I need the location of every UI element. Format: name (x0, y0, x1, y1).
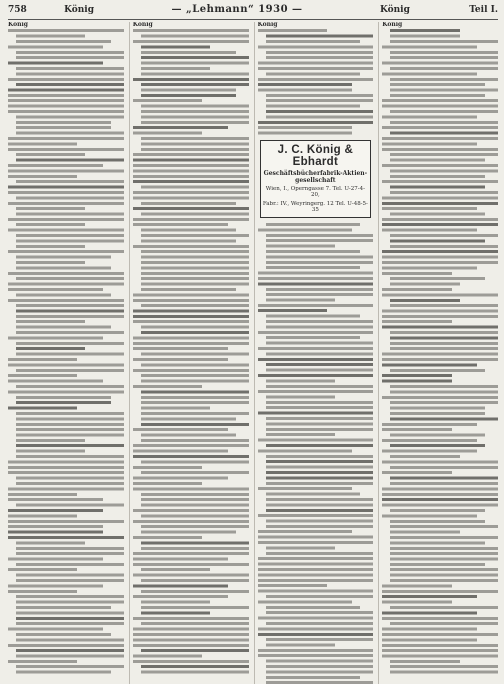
ad-address: Wien, I., Operngasse 7. Tel. U-27-4-20, (265, 185, 366, 199)
entry-line (141, 669, 249, 674)
ad-title: J. C. König & Ebhardt (277, 143, 354, 168)
page-header (8, 4, 498, 20)
entry-line (266, 680, 374, 684)
column-1 (8, 22, 124, 684)
column-4 (378, 22, 498, 684)
entry-line (390, 669, 498, 674)
advertisement-box (260, 140, 372, 218)
part-label: Teil I. (469, 5, 498, 15)
header-right-word: König (379, 5, 410, 15)
column-3 (254, 22, 374, 684)
column-first-entry: König (382, 22, 403, 28)
ad-address-2: Fabr.: IV., Weyringerg. 12 Tel. U-48-5-35 (262, 200, 368, 214)
entry-line (258, 130, 353, 135)
entry-line (16, 669, 111, 674)
header-title: — „Lehmann“ 1930 — (171, 4, 303, 15)
columns (8, 22, 498, 684)
column-first-entry: König (257, 22, 278, 28)
page-number: 758 (8, 5, 27, 15)
column-first-entry: König (132, 22, 153, 28)
column-first-entry: König (8, 22, 28, 28)
column-2 (129, 22, 249, 684)
header-left-word: König (64, 5, 94, 15)
ad-subtitle: Geschäftsbücherfabrik-Aktien-gesellschaft (263, 169, 368, 184)
